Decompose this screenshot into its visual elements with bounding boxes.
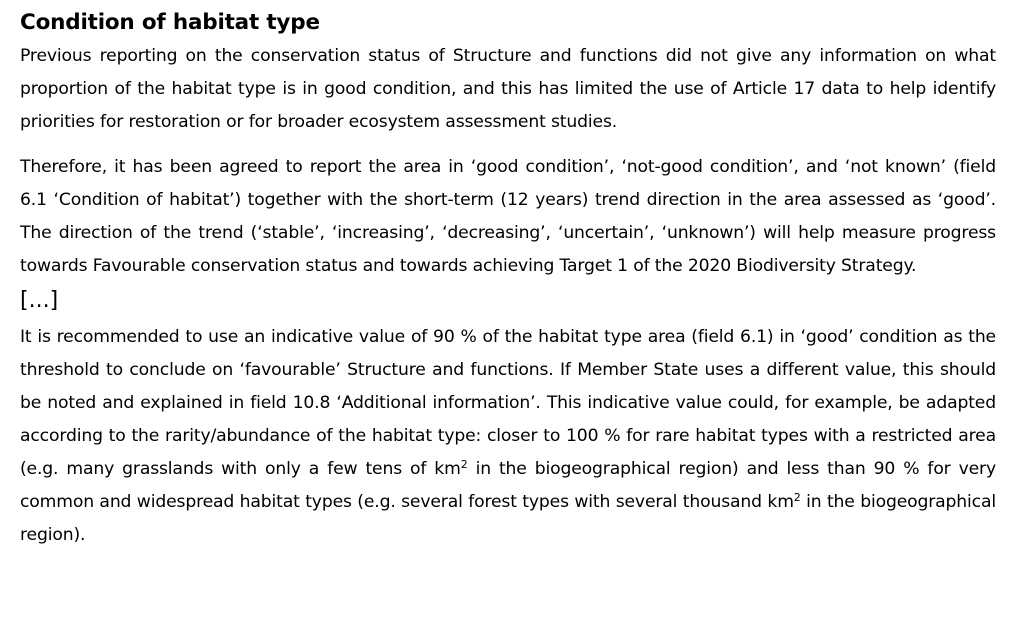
paragraph-previous-reporting: Previous reporting on the conservation status of Structure and functions did not give any information on what proportion of the habitat type is in good condition, and this has limited the use of Article 17 data to help identify priorities for restoration or for broader ecosystem assessment studies. <box>20 46 996 132</box>
superscript-squared-1: 2 <box>460 458 468 471</box>
paragraph-text-part-3: in the biogeographical region). <box>20 492 996 545</box>
paragraph-recommended-threshold <box>20 321 996 552</box>
paragraph-text-part-1: It is recommended to use an indicative value of 90 % of the habitat type area (field 6.1) in ‘good’ condition as the threshold to conclude on ‘favourable’ Structure and functions. If Member State uses a different value, this should be noted and explained in field 10.8 ‘Additional information’. This indicative value could, for example, be adapted according to the rarity/abundance of the habitat type: closer to 100 % for rare habitat types with a restricted area (e.g. many grasslands with only a few tens of km <box>20 327 996 479</box>
paragraph-text-part-2: in the biogeographical region) and less than 90 % for very common and widespread habitat types (e.g. several forest types with several thousand km <box>20 459 996 512</box>
omitted-text-marker: [...] <box>20 288 59 313</box>
section-heading: Condition of habitat type <box>20 10 320 35</box>
paragraph-agreed-reporting: Therefore, it has been agreed to report the area in ‘good condition’, ‘not-good condition’, and ‘not known’ (field 6.1 ‘Condition of habitat’) together with the short-term (12 years) trend direction in the area assessed as ‘good’. The direction of the trend (‘stable’, ‘increasing’, ‘decreasing’, ‘uncertain’, ‘unknown’) will help measure progress towards Favourable conservation status and towards achieving Target 1 of the 2020 Biodiversity Strategy. <box>20 157 996 276</box>
superscript-squared-2: 2 <box>793 491 801 504</box>
